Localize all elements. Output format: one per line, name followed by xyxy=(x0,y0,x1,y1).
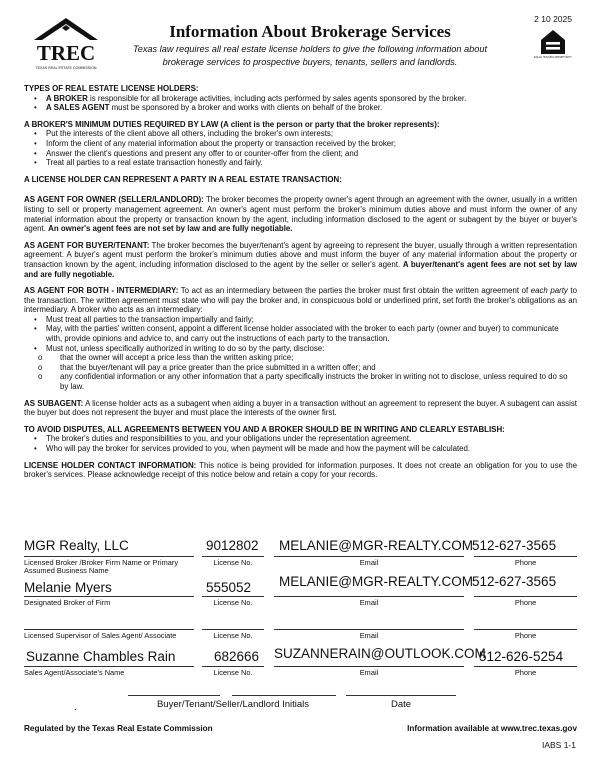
intermediary-label: AS AGENT FOR BOTH - INTERMEDIARY: xyxy=(24,286,179,296)
broker-label: A BROKER xyxy=(46,93,88,103)
supervisor-label: Licensed Supervisor of Sales Agent/ Associate xyxy=(24,631,177,640)
divider xyxy=(24,596,194,597)
logo-subtext: TEXAS REAL ESTATE COMMISSION xyxy=(35,66,97,70)
intermediary-italic: each party xyxy=(530,286,568,296)
broker-firm-row xyxy=(24,538,577,576)
list-item xyxy=(34,94,577,104)
duties-list xyxy=(24,129,577,167)
list-item: • Must treat all parties to the transaction impartially and fairly; xyxy=(34,315,577,325)
sales-agent-text: must be sponsored by a broker and works with clients on behalf of the broker. xyxy=(109,103,383,113)
list-item: • Must not, unless specifically authorized in writing to do so by the party, disclose: xyxy=(34,344,577,354)
phone-label: Phone xyxy=(514,598,537,607)
date-line[interactable] xyxy=(346,695,456,696)
sales-agent-name-field[interactable]: Suzanne Chambles Rain xyxy=(26,649,176,664)
license-label: License No. xyxy=(213,631,253,640)
divider xyxy=(474,629,577,630)
initials-line-1[interactable] xyxy=(128,695,220,696)
represent-heading: A LICENSE HOLDER CAN REPRESENT A PARTY IN A REAL ESTATE TRANSACTION: xyxy=(24,174,342,184)
list-item: o that the owner will accept a price less than the written asking price; xyxy=(36,353,577,363)
designated-broker-email-field[interactable]: MELANIE@MGR-REALTY.COM xyxy=(279,574,473,589)
owner-paragraph xyxy=(24,195,577,233)
sales-agent-label: A SALES AGENT xyxy=(46,103,110,113)
supervisor-row xyxy=(24,612,577,650)
form-id: IABS 1-1 xyxy=(541,740,576,750)
owner-text: The broker becomes the property owner's agent through an agreement with the owner, usually in a written listing to sell or property management agreement. An owner's agent must perform the broker's minimum duties above and must inform the owner of any material information about the property or transaction known by the agent, including information disclosed to the agent or subagent by the buyer or buyer's agent. xyxy=(24,195,577,234)
divider xyxy=(474,666,577,667)
sales-agent-email-field[interactable]: SUZANNERAIN@OUTLOOK.COM xyxy=(274,646,486,661)
designated-broker-label: Designated Broker of Firm xyxy=(24,598,111,607)
list-item: • Who will pay the broker for services provided to you, when payment will be made and how the payment will be calculated. xyxy=(34,444,577,454)
subagent-text: A license holder acts as a subagent when aiding a buyer in a transaction without an agreement to represent the buyer. A subagent can assist the buyer but does not represent the buyer and must place the interests of the owner first. xyxy=(24,398,577,418)
designated-broker-name-field[interactable]: Melanie Myers xyxy=(24,580,112,595)
list-item: • Answer the client's questions and present any offer to or counter-offer from the client; and xyxy=(34,149,577,159)
designated-broker-phone-field[interactable]: 512-627-3565 xyxy=(472,574,557,589)
divider xyxy=(274,629,464,630)
phone-label: Phone xyxy=(514,631,537,640)
header xyxy=(0,0,600,82)
divider xyxy=(274,556,464,557)
divider xyxy=(202,596,264,597)
broker-phone-field[interactable]: 512-627-3565 xyxy=(472,538,557,553)
intermediary-text-2: to the transaction. The written agreement must state who will pay the broker and, in conspicuous bold or underlined print, set forth the broker's obligations as an intermediary. A broker who acts as an intermediary: xyxy=(24,286,577,315)
license-label: License No. xyxy=(213,668,253,677)
buyer-paragraph xyxy=(24,241,577,279)
trec-logo xyxy=(26,14,106,74)
regulated-by-text: Regulated by the Texas Real Estate Commission xyxy=(24,724,213,733)
divider xyxy=(474,596,577,597)
intermediary-paragraph xyxy=(24,286,577,315)
list-item: • May, with the parties' written consent, appoint a different license holder associated with the broker to each party (owner and buyer) to communicate with, provide opinions and advice to, and carry out the instructions of each party to the transaction. xyxy=(34,324,577,343)
divider xyxy=(202,666,264,667)
initials-line-2[interactable] xyxy=(232,695,336,696)
intermediary-sublist xyxy=(24,353,577,391)
list-item: o any confidential information or any other information that a party specifically instructs the broker in writing not to disclose, unless required to do so by law. xyxy=(36,372,577,391)
logo-text: TREC xyxy=(36,41,96,65)
list-item: o that the buyer/tenant will pay a price greater than the price submitted in a written offer; and xyxy=(36,363,577,373)
email-label: Email xyxy=(359,598,379,607)
phone-label: Phone xyxy=(514,668,537,677)
broker-firm-label: Licensed Broker /Broker Firm Name or Primary Assumed Business Name xyxy=(24,558,179,576)
list-item: • The broker's duties and responsibilities to you, and your obligations under the representation agreement. xyxy=(34,434,577,444)
sales-agent-label: Sales Agent/Associate's Name xyxy=(24,668,125,677)
list-item: • Treat all parties to a real estate transaction honestly and fairly. xyxy=(34,158,577,168)
buyer-text: The broker becomes the buyer/tenant's agent by agreeing to represent the buyer, usually through a written representation agreement. A buyer's agent must perform the broker's minimum duties above and must inform the buyer of any material information about the property or transaction known by the agent, including information disclosed to the agent by the seller or seller's agent. xyxy=(24,240,577,269)
duties-heading: A BROKER'S MINIMUM DUTIES REQUIRED BY LAW (A client is the person or party that the broker represents): xyxy=(24,119,440,129)
types-list xyxy=(24,94,577,113)
designated-broker-row xyxy=(24,574,577,612)
eho-text: EQUAL HOUSING OPPORTUNITY xyxy=(534,56,572,59)
broker-license-field[interactable]: 9012802 xyxy=(206,538,259,553)
buyer-bold: A buyer/tenant's agent fees are not set by law and are fully negotiable. xyxy=(24,259,577,279)
initials-mark: . xyxy=(74,702,77,712)
initials-row xyxy=(0,688,600,712)
trec-website-link[interactable]: Information available at www.trec.texas.gov xyxy=(407,724,577,733)
list-item xyxy=(34,103,577,113)
divider xyxy=(24,629,194,630)
divider xyxy=(274,666,464,667)
divider xyxy=(274,596,464,597)
email-label: Email xyxy=(359,668,379,677)
intermediary-text-1: To act as an intermediary between the parties the broker must first obtain the written agreement of xyxy=(178,286,531,296)
notice-body xyxy=(24,84,577,480)
sales-agent-row xyxy=(24,646,577,684)
owner-label: AS AGENT FOR OWNER (SELLER/LANDLORD): xyxy=(24,195,204,205)
intermediary-list xyxy=(24,315,577,353)
buyer-label: AS AGENT FOR BUYER/TENANT: xyxy=(24,240,150,250)
disputes-list xyxy=(24,434,577,453)
broker-text: is responsible for all brokerage activities, including acts performed by sales agents sponsored by the broker. xyxy=(87,93,467,103)
subagent-label: AS SUBAGENT: xyxy=(24,398,84,408)
broker-firm-name-field[interactable]: MGR Realty, LLC xyxy=(24,538,129,553)
license-label: License No. xyxy=(213,598,253,607)
contact-paragraph xyxy=(24,461,577,480)
phone-label: Phone xyxy=(514,558,537,567)
list-item: • Put the interests of the client above all others, including the broker's own interests; xyxy=(34,129,577,139)
initials-label: Buyer/Tenant/Seller/Landlord Initials xyxy=(156,699,310,710)
divider xyxy=(24,666,194,667)
subtitle-line-1: Texas law requires all real estate license holders to give the following information about xyxy=(132,44,488,54)
page-subtitle xyxy=(110,43,510,69)
types-heading: TYPES OF REAL ESTATE LICENSE HOLDERS: xyxy=(24,84,199,93)
owner-bold: An owner's agent fees are not set by law and are fully negotiable. xyxy=(48,224,293,234)
disputes-heading: TO AVOID DISPUTES, ALL AGREEMENTS BETWEEN YOU AND A BROKER SHOULD BE IN WRITING AND CLEARLY ESTABLISH: xyxy=(24,424,505,434)
license-label: License No. xyxy=(213,558,253,567)
page-title: Information About Brokerage Services xyxy=(169,22,451,41)
list-item: • Inform the client of any material information about the property or transaction received by the broker; xyxy=(34,139,577,149)
equal-housing-icon xyxy=(534,28,572,62)
designated-broker-license-field[interactable]: 555052 xyxy=(206,580,252,595)
email-label: Email xyxy=(359,558,379,567)
divider xyxy=(474,556,577,557)
subtitle-line-2: brokerage services to prospective buyers, tenants, sellers and landlords. xyxy=(162,57,458,67)
broker-email-field[interactable]: MELANIE@MGR-REALTY.COM xyxy=(279,538,473,553)
email-label: Email xyxy=(359,631,379,640)
date-label: Date xyxy=(390,699,412,710)
divider xyxy=(202,629,264,630)
sales-agent-phone-field[interactable]: 512-626-5254 xyxy=(479,649,564,664)
divider xyxy=(24,556,194,557)
divider xyxy=(202,556,264,557)
sales-agent-license-field[interactable]: 682666 xyxy=(214,649,260,664)
contact-text: This notice is being provided for information purposes. It does not create an obligation for you to use the broker's services. Please acknowledge receipt of this notice below and retain a copy for your records. xyxy=(24,460,577,480)
contact-label: LICENSE HOLDER CONTACT INFORMATION: xyxy=(24,460,197,470)
version-date: 2 10 2025 xyxy=(534,14,572,24)
subagent-paragraph xyxy=(24,399,577,418)
